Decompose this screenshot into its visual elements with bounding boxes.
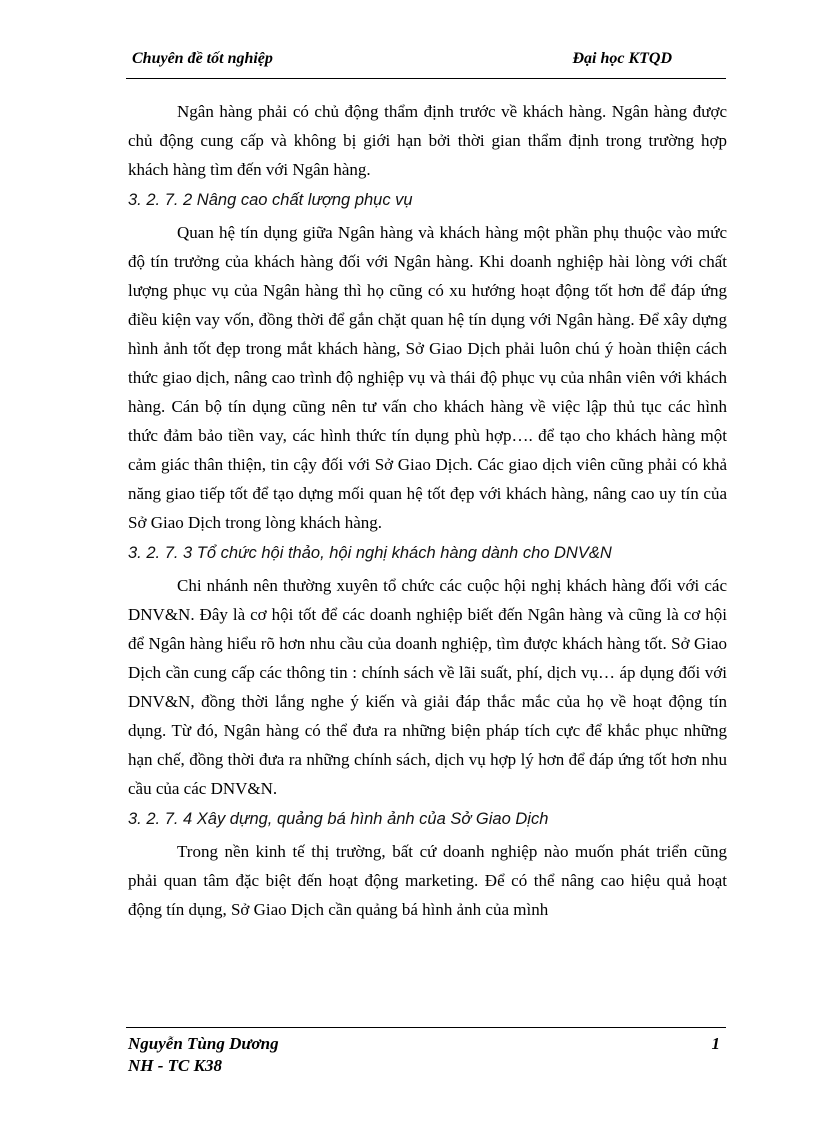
page-header — [132, 50, 676, 74]
section-heading-service-quality: 3. 2. 7. 2 Nâng cao chất lượng phục vụ — [128, 191, 413, 209]
paragraph-service-quality: Quan hệ tín dụng giữa Ngân hàng và khách hàng một phần phụ thuộc vào mức độ tín trưởng của khách hàng đối với Ngân hàng. Khi doanh nghiệp hài lòng với chất lượng phục vụ của Ngân hàng thì họ cũng có xu hướng hoạt động tốt hơn để đáp ứng điều kiện vay vốn, đồng thời để gắn chặt quan hệ tín dụng với Ngân hàng. Để xây dựng hình ảnh tốt đẹp trong mắt khách hàng, Sở Giao Dịch phải luôn chú ý hoàn thiện cách thức giao dịch, nâng cao trình độ nghiệp vụ và thái độ phục vụ của nhân viên với khách hàng. Cán bộ tín dụng cũng nên tư vấn cho khách hàng về việc lập thủ tục các hình thức đảm bảo tiền vay, các hình thức tín dụng phù hợp…. để tạo cho khách hàng một cảm giác thân thiện, tin cậy đối với Sở Giao Dịch. Các giao dịch viên cũng phải có khả năng giao tiếp tốt để tạo dựng mối quan hệ tốt đẹp với khách hàng, nâng cao uy tín của Sở Giao Dịch trong lòng khách hàng. — [128, 223, 727, 532]
footer-class-code: NH - TC K38 — [128, 1056, 222, 1075]
section-heading-branding: 3. 2. 7. 4 Xây dựng, quảng bá hình ảnh của Sở Giao Dịch — [128, 810, 549, 828]
page-number: 1 — [711, 1034, 720, 1053]
paragraph-branding: Trong nền kinh tế thị trường, bất cứ doanh nghiệp nào muốn phát triển cũng phải quan tâm đặc biệt đến hoạt động marketing. Để có thể nâng cao hiệu quả hoạt động tín dụng, Sở Giao Dịch cần quảng bá hình ảnh của mình — [128, 842, 727, 919]
footer-author-name: Nguyễn Tùng Dương — [128, 1034, 279, 1053]
header-thesis-title: Chuyên đề tốt nghiệp — [132, 50, 273, 67]
header-university: Đại học KTQD — [572, 50, 672, 67]
paragraph-conferences: Chi nhánh nên thường xuyên tổ chức các cuộc hội nghị khách hàng đối với các DNV&N. Đây là cơ hội tốt để các doanh nghiệp biết đến Ngân hàng và cũng là cơ hội để Ngân hàng hiểu rõ hơn nhu cầu của doanh nghiệp, tìm được khách hàng tốt. Sở Giao Dịch cần cung cấp các thông tin : chính sách về lãi suất, phí, dịch vụ… áp dụng đối với DNV&N, đồng thời lắng nghe ý kiến và giải đáp thắc mắc của họ về hoạt động tín dụng. Từ đó, Ngân hàng có thể đưa ra những biện pháp tích cực để khắc phục những hạn chế, đồng thời đưa ra những chính sách, dịch vụ hợp lý hơn để đáp ứng tốt hơn nhu cầu của các DNV&N. — [128, 576, 727, 798]
footer-divider — [126, 1027, 726, 1028]
document-body — [128, 97, 727, 924]
paragraph-appraisal: Ngân hàng phải có chủ động thẩm định trước về khách hàng. Ngân hàng được chủ động cung cấp và không bị giới hạn bởi thời gian thẩm định trong trường hợp khách hàng tìm đến với Ngân hàng. — [128, 102, 727, 179]
section-heading-conferences: 3. 2. 7. 3 Tổ chức hội thảo, hội nghị khách hàng dành cho DNV&N — [128, 544, 612, 562]
header-divider — [126, 78, 726, 79]
